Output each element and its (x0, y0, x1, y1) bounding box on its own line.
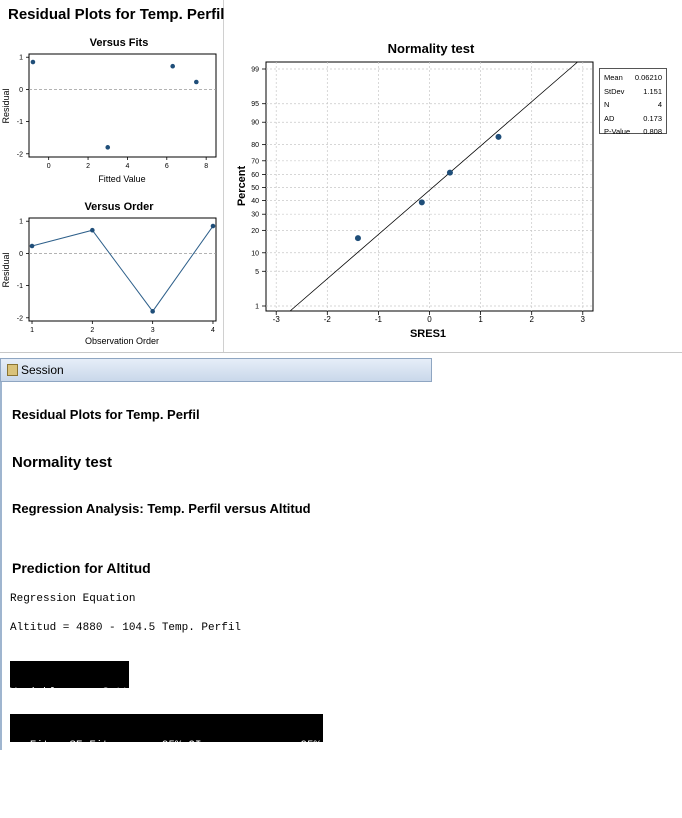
data-point (30, 244, 35, 249)
data-point (211, 224, 216, 229)
settings-table (10, 661, 149, 699)
x-tick-label: 2 (90, 327, 95, 334)
x-tick-label: 2 (529, 315, 534, 324)
data-point (447, 170, 453, 176)
x-tick-label: 1 (478, 315, 483, 324)
x-tick-label: 3 (580, 315, 586, 324)
x-tick-label: 8 (204, 163, 209, 170)
y-tick-label: 60 (251, 172, 259, 180)
y-tick-label: 5 (255, 268, 259, 276)
stat-value: 0.173 (643, 113, 662, 123)
data-point (495, 134, 501, 140)
y-tick-label: 1 (19, 218, 23, 226)
stat-row (603, 85, 663, 99)
normality-xlabel: SRES1 (409, 328, 447, 340)
versus-fits-chart (0, 30, 222, 190)
stat-row (603, 98, 663, 112)
versus-fits-xlabel: Fitted Value (98, 174, 146, 184)
y-tick-label: 1 (255, 303, 259, 311)
session-output-pane[interactable] (0, 382, 432, 791)
y-tick-label: 40 (251, 197, 259, 205)
session-heading-prediction: Prediction for Altitud (12, 560, 151, 576)
session-window-icon (7, 364, 18, 376)
y-tick-label: 20 (251, 227, 259, 235)
session-heading-normality: Normality test (12, 454, 113, 471)
x-tick-label: -3 (272, 315, 280, 324)
stat-label: N (604, 100, 610, 109)
x-tick-label: 3 (150, 327, 155, 334)
session-title: Session (21, 363, 64, 377)
stat-value: 0.808 (643, 127, 662, 136)
versus-order-ylabel: Residual (1, 252, 11, 288)
x-tick-label: 0 (427, 315, 432, 324)
x-tick-label: -1 (374, 315, 382, 324)
y-tick-label: -1 (16, 119, 23, 127)
y-tick-label: 99 (251, 66, 259, 74)
y-tick-label: 95 (251, 101, 259, 109)
data-point (194, 80, 199, 85)
stat-label: Mean (604, 73, 623, 82)
x-tick-label: 2 (86, 163, 91, 170)
regression-equation: Altitud = 4880 - 104.5 Temp. Perfil (10, 622, 242, 634)
y-tick-label: -2 (16, 151, 23, 159)
x-tick-label: -2 (323, 315, 331, 324)
prediction-table-header: Fit SE Fit 95% CI 95% PI (10, 740, 341, 752)
session-heading-regression: Regression Analysis: Temp. Perfil versus Altitud (12, 501, 311, 516)
versus-fits-ylabel: Residual (1, 88, 11, 124)
normality-stats-table (603, 71, 663, 139)
stat-row (603, 112, 663, 126)
data-point (355, 235, 361, 241)
versus-fits-plot-frame (29, 54, 216, 157)
versus-fits-title: Versus Fits (89, 37, 149, 49)
data-point (150, 309, 155, 314)
regression-equation-label: Regression Equation (10, 593, 136, 605)
panel-divider (223, 0, 224, 353)
normality-stats-box (599, 68, 667, 134)
y-tick-label: 10 (251, 250, 259, 258)
x-tick-label: 4 (211, 327, 215, 334)
versus-order-title: Versus Order (84, 201, 154, 213)
prediction-table-row: 4879.83 124.113 (4345.81, 5413.84) (3982.27, 5777.38) (2, 779, 372, 791)
x-tick-label: 6 (164, 163, 169, 170)
x-tick-label: 1 (30, 327, 34, 334)
y-tick-label: 50 (251, 185, 259, 192)
y-tick-label: 1 (19, 54, 23, 62)
stat-label: P-Value (604, 127, 631, 136)
y-tick-label: -1 (16, 283, 23, 291)
settings-table-header: Variable Setting (10, 687, 149, 699)
normality-title: Normality test (387, 41, 475, 56)
stat-row (603, 71, 663, 85)
y-tick-label: 0 (19, 250, 23, 258)
data-point (105, 145, 110, 150)
data-point (31, 60, 36, 65)
session-heading-residual-plots: Residual Plots for Temp. Perfil (12, 407, 200, 422)
x-tick-label: 4 (125, 163, 130, 170)
y-tick-label: 70 (251, 158, 259, 166)
data-point (170, 64, 175, 69)
stat-value: 1.151 (643, 86, 662, 96)
normality-ylabel: Percent (236, 165, 248, 207)
stat-label: AD (604, 113, 615, 123)
versus-order-xlabel: Observation Order (84, 336, 160, 346)
stat-value: 4 (657, 100, 662, 109)
y-tick-label: 90 (251, 119, 259, 127)
versus-order-plot-frame (29, 218, 216, 321)
stat-label: StDev (604, 86, 625, 96)
graph-main-title: Residual Plots for Temp. Perfil (8, 6, 225, 23)
stat-row (603, 125, 663, 139)
y-tick-label: 80 (251, 142, 259, 150)
x-tick-label: 0 (46, 163, 51, 170)
session-title-bar[interactable] (0, 358, 432, 382)
y-tick-label: 30 (251, 211, 259, 219)
window-divider (0, 352, 682, 353)
data-point (419, 199, 425, 205)
y-tick-label: -2 (16, 315, 23, 323)
versus-order-chart (0, 192, 222, 352)
y-tick-label: 0 (19, 86, 23, 94)
stat-value: 0.06210 (634, 73, 662, 82)
prediction-table (2, 714, 372, 791)
data-point (90, 228, 95, 233)
